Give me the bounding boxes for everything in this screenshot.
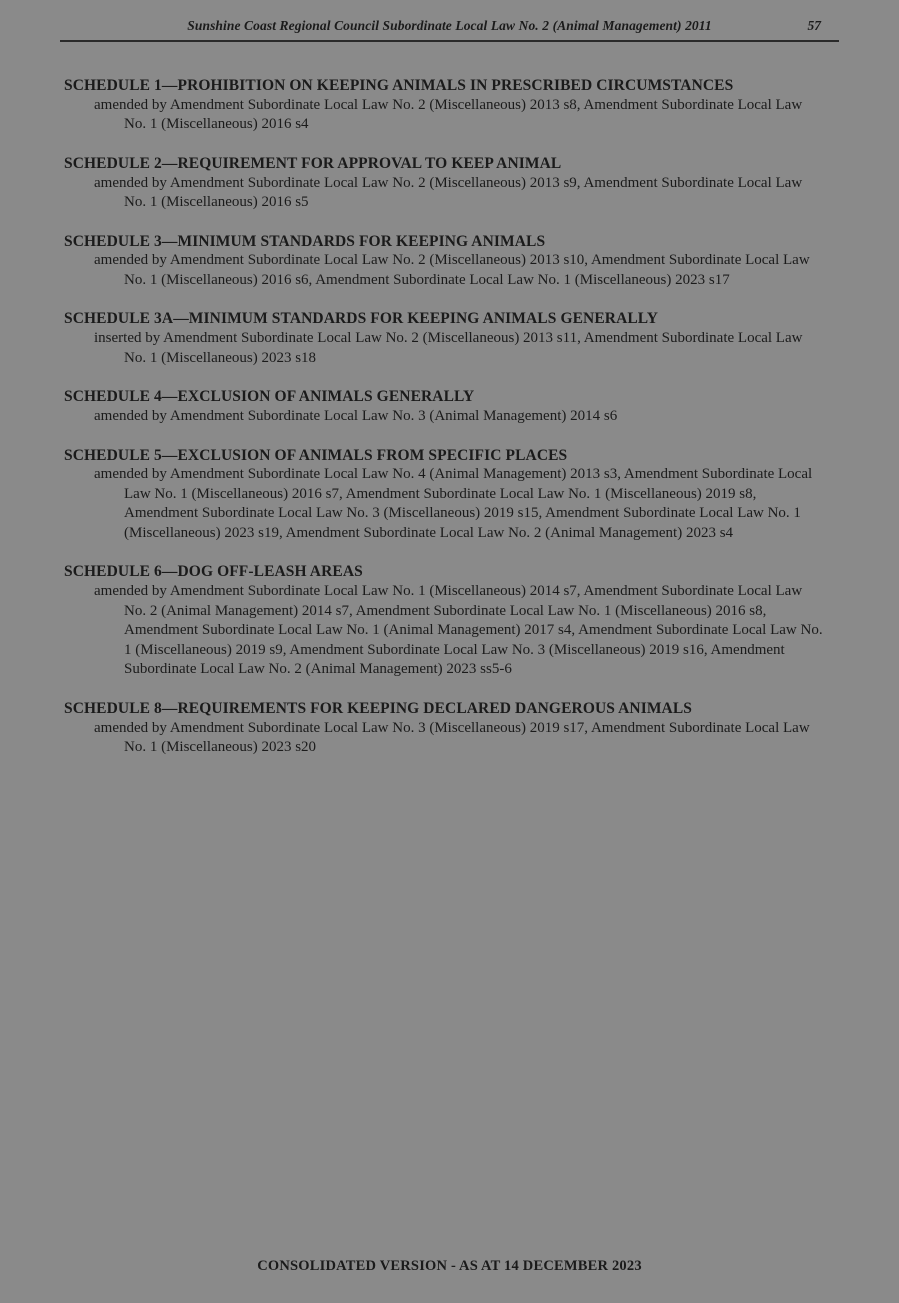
schedule-amendment-note: amended by Amendment Subordinate Local Law No. 2 (Miscellaneous) 2013 s9, Amendment Subordinate Local Law No. 1 (Miscellaneous) 2016 s5 xyxy=(94,174,803,211)
schedule-amendment-note: inserted by Amendment Subordinate Local Law No. 2 (Miscellaneous) 2013 s11, Amendment Subordinate Local Law No. 1 (Miscellaneous) 2023 s18 xyxy=(94,330,803,366)
schedule-entry xyxy=(64,154,835,213)
schedule-entry xyxy=(64,232,835,291)
schedule-title: SCHEDULE 1—PROHIBITION ON KEEPING ANIMALS IN PRESCRIBED CIRCUMSTANCES xyxy=(64,77,734,94)
schedule-title: SCHEDULE 2—REQUIREMENT FOR APPROVAL TO KEEP ANIMAL xyxy=(64,154,562,172)
schedule-amendment-note: amended by Amendment Subordinate Local Law No. 2 (Miscellaneous) 2013 s10, Amendment Subordinate Local Law No. 1 (Miscellaneous) 2016 s6, Amendment Subordinate Local Law No. 1 (Miscellaneous) 2023 s17 xyxy=(94,252,810,288)
schedule-entry xyxy=(64,562,835,679)
schedule-entry xyxy=(64,446,835,544)
page-number: 57 xyxy=(807,18,821,33)
schedule-title: SCHEDULE 6—DOG OFF-LEASH AREAS xyxy=(64,563,363,581)
schedule-amendment-note: amended by Amendment Subordinate Local Law No. 3 (Miscellaneous) 2019 s17, Amendment Subordinate Local Law No. 1 (Miscellaneous) 2023 s20 xyxy=(94,719,810,756)
schedule-title: SCHEDULE 4—EXCLUSION OF ANIMALS GENERALLY xyxy=(64,388,475,406)
schedule-entry xyxy=(64,387,835,426)
schedule-entry xyxy=(64,309,835,368)
page-header xyxy=(60,18,839,44)
schedule-amendment-note: amended by Amendment Subordinate Local Law No. 2 (Miscellaneous) 2013 s8, Amendment Subordinate Local Law No. 1 (Miscellaneous) 2016 s4 xyxy=(94,96,803,133)
page-header-rule xyxy=(60,18,839,42)
schedule-title: SCHEDULE 8—REQUIREMENTS FOR KEEPING DECLARED DANGEROUS ANIMALS xyxy=(64,699,693,717)
schedule-title: SCHEDULE 3—MINIMUM STANDARDS FOR KEEPING ANIMALS xyxy=(64,232,546,250)
schedule-amendment-note: amended by Amendment Subordinate Local Law No. 3 (Animal Management) 2014 s6 xyxy=(94,408,618,425)
page-footer: CONSOLIDATED VERSION - AS AT 14 DECEMBER 2023 xyxy=(257,1258,642,1274)
schedule-entry xyxy=(64,699,835,758)
schedule-title: SCHEDULE 5—EXCLUSION OF ANIMALS FROM SPECIFIC PLACES xyxy=(64,446,568,464)
schedule-title: SCHEDULE 3A—MINIMUM STANDARDS FOR KEEPING ANIMALS GENERALLY xyxy=(64,310,659,328)
page-header-title: Sunshine Coast Regional Council Subordinate Local Law No. 2 (Animal Management) 2011 xyxy=(187,18,712,33)
schedule-list xyxy=(64,76,835,777)
schedule-amendment-note: amended by Amendment Subordinate Local Law No. 1 (Miscellaneous) 2014 s7, Amendment Subordinate Local Law No. 2 (Animal Management) 2014 s7, Amendment Subordinate Local Law No. 1 (Miscellaneous) 2016 s8, Amendment Subordinate Local Law No. 1 (Animal Management) 2017 s4, Amendment Subordinate Local Law No. 1 (Miscellaneous) 2019 s9, Amendment Subordinate Local Law No. 3 (Miscellaneous) 2019 s16, Amendment Subordinate Local Law No. 2 (Animal Management) 2023 ss5-6 xyxy=(94,583,823,678)
schedule-amendment-note: amended by Amendment Subordinate Local Law No. 4 (Animal Management) 2013 s3, Amendment Subordinate Local Law No. 1 (Miscellaneous) 2016 s7, Amendment Subordinate Local Law No. 1 (Miscellaneous) 2019 s8, Amendment Subordinate Local Law No. 3 (Miscellaneous) 2019 s15, Amendment Subordinate Local Law No. 1 (Miscellaneous) 2023 s19, Amendment Subordinate Local Law No. 2 (Animal Management) 2023 s4 xyxy=(94,466,813,541)
schedule-entry xyxy=(64,76,835,135)
